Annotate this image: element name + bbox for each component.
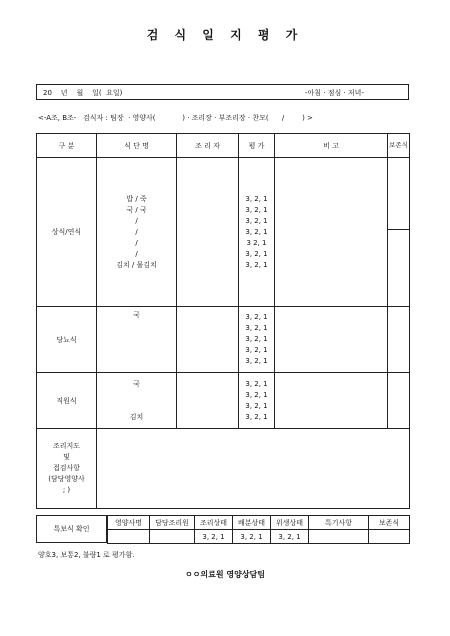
rating-value: 3, 2, 1 bbox=[245, 194, 268, 203]
remarks-cell[interactable] bbox=[275, 307, 388, 373]
rating-value: 3, 2, 1 bbox=[245, 357, 268, 365]
rating-footnote: 양호3, 보통2, 불량1 로 평가함. bbox=[38, 551, 135, 559]
organization-name: ㅇㅇ의료원 영양상담팀 bbox=[184, 570, 266, 579]
rating-value: 3, 2, 1 bbox=[245, 260, 268, 269]
rating-cell bbox=[239, 373, 275, 429]
special-value-cell[interactable]: 3, 2, 1 bbox=[271, 530, 309, 544]
header-remarks: 비 고 bbox=[275, 134, 388, 158]
guidance-label-cell bbox=[37, 429, 97, 509]
rating-value: 3, 2, 1 bbox=[245, 379, 268, 388]
special-col-header: 위생상태 bbox=[271, 516, 309, 530]
special-value-cell[interactable]: 3, 2, 1 bbox=[195, 530, 233, 544]
rating-value: 3, 2, 1 bbox=[245, 346, 268, 354]
remarks-cell[interactable] bbox=[275, 158, 388, 307]
preserve-cell[interactable] bbox=[388, 373, 410, 429]
guidance-label-line: 접검사항 bbox=[52, 464, 81, 472]
header-category: 구 분 bbox=[37, 134, 97, 158]
menu-item: 국 bbox=[133, 379, 140, 388]
rating-value: 3, 2, 1 bbox=[245, 390, 268, 399]
section-name: 직원식 bbox=[37, 373, 97, 429]
special-value-cell[interactable] bbox=[108, 530, 150, 544]
special-col-header: 보존식 bbox=[369, 516, 410, 530]
cook-cell[interactable] bbox=[177, 373, 239, 429]
date-meal-box bbox=[36, 84, 409, 100]
rating-value: 3, 2, 1 bbox=[245, 401, 268, 410]
special-col-header: 담당조리원 bbox=[150, 516, 195, 530]
special-value-cell[interactable] bbox=[150, 530, 195, 544]
menu-item: 국 / 국 bbox=[126, 205, 147, 214]
preserve-cell[interactable] bbox=[388, 307, 410, 373]
header-cook: 조 리 자 bbox=[177, 134, 239, 158]
rating-value: 3, 2, 1 bbox=[245, 313, 268, 321]
section-name: 상식/연식 bbox=[37, 158, 97, 307]
preserve-cell[interactable] bbox=[388, 158, 410, 230]
menu-item: / bbox=[135, 216, 138, 225]
guidance-label-line: 조리지도 bbox=[52, 442, 81, 450]
page-title: 검 식 일 지 평 가 bbox=[146, 28, 304, 42]
rating-value: 3, 2, 1 bbox=[245, 227, 268, 236]
special-value-cell[interactable] bbox=[309, 530, 369, 544]
rating-value: 3, 2, 1 bbox=[245, 324, 268, 332]
section-name: 당뇨식 bbox=[37, 307, 97, 373]
menu-cell bbox=[97, 373, 177, 429]
rating-value: 3, 2, 1 bbox=[245, 335, 268, 343]
header-preserve: 보존식 bbox=[388, 134, 410, 158]
guidance-label-line: ; ) bbox=[62, 486, 71, 494]
remarks-cell[interactable] bbox=[275, 373, 388, 429]
preserve-cell[interactable] bbox=[388, 230, 410, 307]
special-col-header: 특기사항 bbox=[309, 516, 369, 530]
guidance-label-line: (담당영양사 bbox=[48, 475, 85, 483]
header-rating: 평 가 bbox=[239, 134, 275, 158]
rating-value: 3, 2, 1 bbox=[245, 249, 268, 258]
inspection-table bbox=[36, 133, 410, 509]
special-col-header: 조리상태 bbox=[195, 516, 233, 530]
guidance-notes-area[interactable] bbox=[97, 429, 410, 509]
menu-item bbox=[97, 390, 176, 401]
menu-item: / bbox=[135, 227, 138, 236]
rating-cell bbox=[239, 158, 275, 307]
header-menu: 식 단 명 bbox=[97, 134, 177, 158]
rating-value: 3 2, 1 bbox=[246, 238, 267, 247]
menu-item: / bbox=[135, 238, 138, 247]
cook-cell[interactable] bbox=[177, 307, 239, 373]
special-col-header: 영양사명 bbox=[108, 516, 150, 530]
menu-item: 밥 / 죽 bbox=[126, 194, 147, 203]
menu-item bbox=[97, 401, 176, 412]
meal-time-field: -아침 · 점심 · 저녁- bbox=[305, 89, 364, 97]
inspector-line: <-A조, B조- 검식자 : 팀장 · 영양사( ) · 조리장 · 부조리장 · 찬모( / ) > bbox=[38, 114, 313, 122]
rating-value: 3, 2, 1 bbox=[245, 216, 268, 225]
special-check-label: 특보식 확인 bbox=[36, 515, 107, 543]
special-check-table bbox=[107, 515, 410, 544]
special-col-header: 배분상태 bbox=[233, 516, 271, 530]
date-field: 20 년 월 일( 요일) bbox=[43, 89, 123, 97]
menu-item: / bbox=[135, 249, 138, 258]
special-value-cell[interactable] bbox=[369, 530, 410, 544]
cook-cell[interactable] bbox=[177, 158, 239, 307]
rating-value: 3, 2, 1 bbox=[245, 205, 268, 214]
guidance-label-line: 및 bbox=[63, 453, 70, 461]
rating-cell bbox=[239, 307, 275, 373]
rating-value: 3, 2, 1 bbox=[245, 412, 268, 421]
menu-item: 국 bbox=[133, 311, 140, 319]
menu-item: 김치 bbox=[129, 412, 144, 421]
menu-cell bbox=[97, 158, 177, 307]
special-value-cell[interactable]: 3, 2, 1 bbox=[233, 530, 271, 544]
menu-cell bbox=[97, 307, 177, 373]
menu-item: 김치 / 물김치 bbox=[116, 260, 157, 269]
